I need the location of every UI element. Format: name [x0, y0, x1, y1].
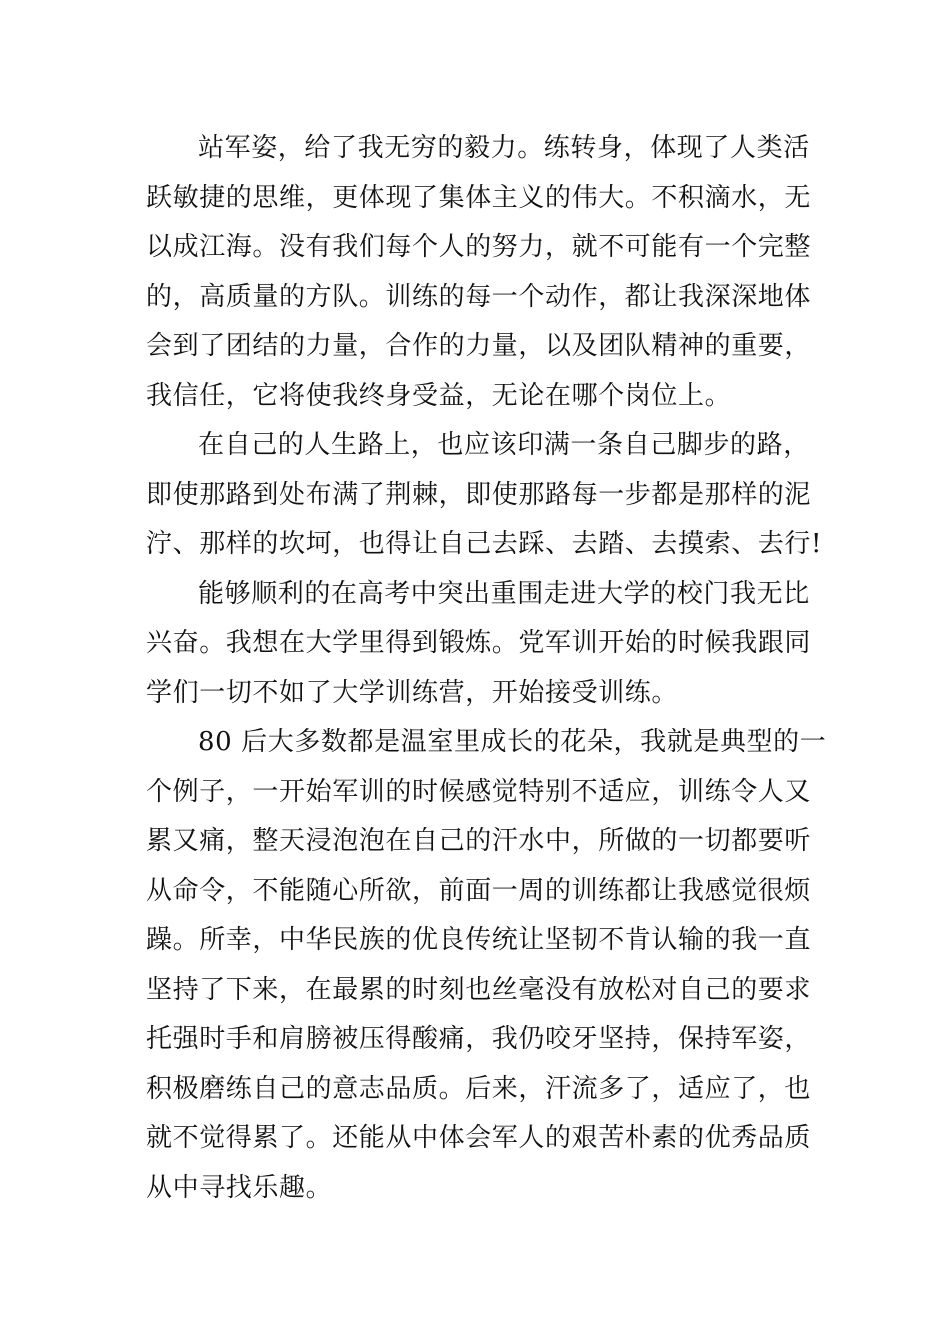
text-line: 会到了团结的力量，合作的力量，以及团队精神的重要， [146, 331, 812, 361]
text-line: 就不觉得累了。还能从中体会军人的艰苦朴素的优秀品质 [146, 1123, 812, 1153]
text-line: 坚持了下来，在最累的时刻也丝毫没有放松对自己的要求 [146, 974, 812, 1005]
text-line: 能够顺利的在高考中突出重围走进大学的校门我无比 [198, 578, 810, 609]
text-line: 从命令，不能随心所欲，前面一周的训练都让我感觉很烦 [146, 875, 812, 906]
text-line: 躁。所幸，中华民族的优良传统让坚韧不肯认输的我一直 [146, 925, 812, 955]
text-line: 在自己的人生路上，也应该印满一条自己脚步的路， [198, 430, 810, 460]
text-line: 积极磨练自己的意志品质。后来，汗流多了，适应了，也 [146, 1073, 812, 1104]
text-line: 兴奋。我想在大学里得到锻炼。党军训开始的时候我跟同 [146, 628, 812, 658]
text-line: 个例子，一开始军训的时候感觉特别不适应，训练令人又 [146, 776, 812, 807]
text-line: 80 后大多数都是温室里成长的花朵，我就是典型的一 [198, 727, 827, 757]
paragraph [146, 718, 827, 1213]
text-line: 站军姿，给了我无穷的毅力。练转身，体现了人类活 [198, 133, 810, 163]
text-line: 泞、那样的坎坷，也得让自己去踩、去踏、去摸索、去行! [146, 529, 823, 559]
paragraph [146, 570, 812, 719]
text-line: 跃敏捷的思维，更体现了集体主义的伟大。不积滴水，无 [146, 182, 812, 213]
text-line: 我信任，它将使我终身受益，无论在哪个岗位上。 [146, 380, 732, 411]
text-line: 从中寻找乐趣。 [146, 1172, 333, 1203]
text-line: 累又痛，整天浸泡泡在自己的汗水中，所做的一切都要听 [146, 826, 812, 856]
text-line: 以成江海。没有我们每个人的努力，就不可能有一个完整 [146, 232, 812, 262]
text-line: 即使那路到处布满了荆棘，即使那路每一步都是那样的泥 [146, 479, 812, 510]
document-page [146, 124, 827, 1213]
paragraph [146, 421, 823, 570]
text-line: 托强时手和肩膀被压得酸痛，我仍咬牙坚持，保持军姿， [146, 1024, 812, 1054]
paragraph [146, 124, 812, 421]
text-line: 学们一切不如了大学训练营，开始接受训练。 [146, 677, 679, 708]
text-line: 的，高质量的方队。训练的每一个动作，都让我深深地体 [146, 281, 812, 312]
